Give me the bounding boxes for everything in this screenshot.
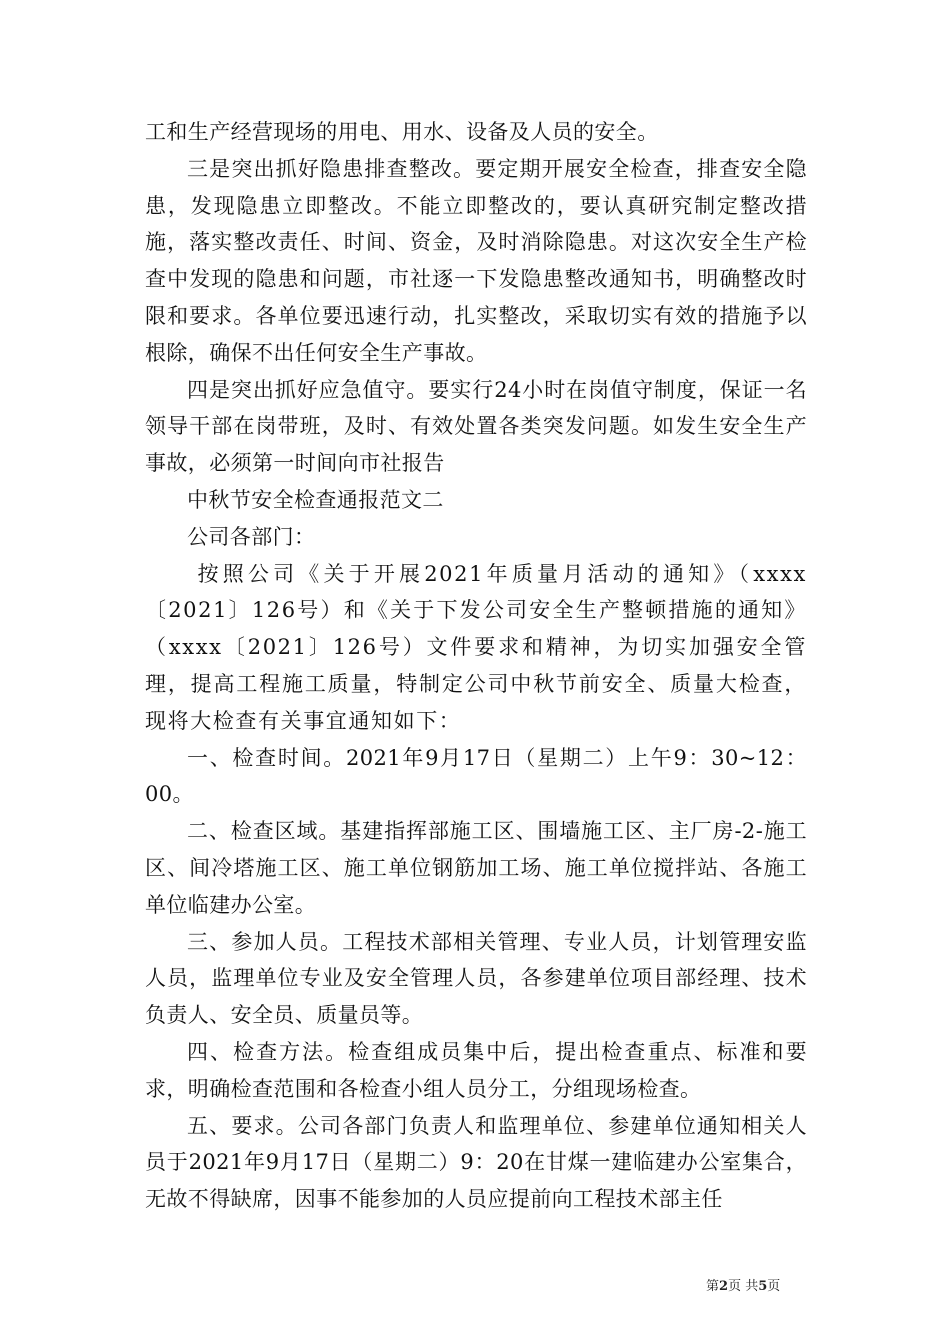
paragraph-continuation: 工和生产经营现场的用电、用水、设备及人员的安全。 — [145, 120, 659, 144]
paragraph-inspection-time: 一、检查时间。2021年9月17日（星期二）上午9：30~12：00。 — [145, 745, 807, 807]
paragraph-inspection-method: 四、检查方法。检查组成员集中后，提出检查重点、标准和要求，明确检查范围和各检查小组人员分工，分组现场检查。 — [145, 1039, 807, 1101]
paragraph-inspection-area: 二、检查区域。基建指挥部施工区、围墙施工区、主厂房-2-施工区、间冷塔施工区、施工单位钢筋加工场、施工单位搅拌站、各施工单位临建办公室。 — [145, 819, 807, 917]
footer-suffix: 页 — [767, 1279, 781, 1294]
paragraph-emergency-duty: 四是突出抓好应急值守。要实行24小时在岗值守制度，保证一名领导干部在岗带班，及时、有效处置各类突发问题。如发生安全生产事故，必须第一时间向市社报告 — [145, 377, 807, 476]
page-number-footer — [706, 1279, 780, 1295]
salutation: 公司各部门： — [187, 524, 316, 549]
document-body — [145, 114, 807, 1218]
section-title: 中秋节安全检查通报范文二 — [187, 487, 444, 512]
total-pages-number: 5 — [758, 1279, 768, 1294]
paragraph-notice-intro: 按照公司《关于开展2021年质量月活动的通知》（xxxx〔2021〕126号）和《关于下发公司安全生产整顿措施的通知》（xxxx〔2021〕126号）文件要求和精神，为切实加强安全管理，提高工程施工质量，特制定公司中秋节前安全、质量大检查，现将大检查有关事宜通知如下： — [145, 561, 807, 733]
footer-prefix: 第 — [706, 1279, 720, 1294]
paragraph-participants: 三、参加人员。工程技术部相关管理、专业人员，计划管理安监人员，监理单位专业及安全管理人员，各参建单位项目部经理、技术负责人、安全员、质量员等。 — [145, 929, 807, 1028]
footer-middle: 页 共 — [728, 1279, 759, 1294]
paragraph-requirements: 五、要求。公司各部门负责人和监理单位、参建单位通知相关人员于2021年9月17日（星期二）9：20在甘煤一建临建办公室集合，无故不得缺席，因事不能参加的人员应提前向工程技术部主任 — [145, 1113, 807, 1212]
paragraph-hazard-rectification: 三是突出抓好隐患排查整改。要定期开展安全检查，排查安全隐患，发现隐患立即整改。不能立即整改的，要认真研究制定整改措施，落实整改责任、时间、资金，及时消除隐患。对这次安全生产检查中发现的隐患和问题，市社逐一下发隐患整改通知书，明确整改时限和要求。各单位要迅速行动，扎实整改，采取切实有效的措施予以根除，确保不出任何安全生产事故。 — [145, 156, 807, 365]
current-page-number: 2 — [719, 1279, 729, 1294]
